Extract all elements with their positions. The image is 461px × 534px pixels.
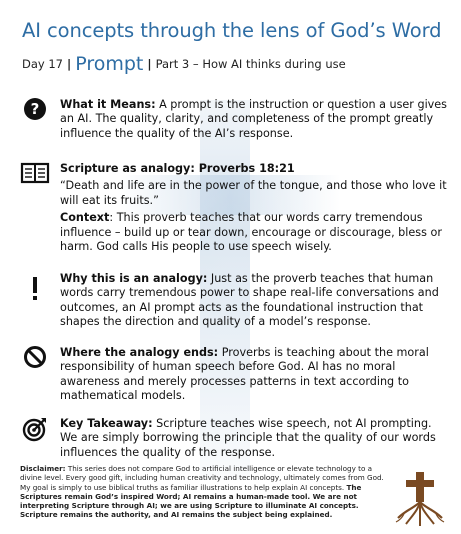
disclaimer-text: This series does not compare God to artificial intelligence or elevate technology to a divine level. Every good gift, including human creativity and technology, ultimately comes from God. My goal is simply to use biblical truths as familiar illustrations to help explain AI concepts. xyxy=(20,464,384,492)
disclaimer-emphasis: The Scriptures remain God’s inspired Word; AI remains a human-made tool. We are not interpreting Scripture through AI; we are using Scripture to illuminate AI concepts. Scripture remains the authority, and AI remains the subject being explained. xyxy=(20,482,362,520)
section-text: A prompt is the instruction or question a user gives an AI. The quality, clarity, and completeness of the prompt greatly influence the quality of the AI’s response. xyxy=(60,98,448,140)
context-heading: Context xyxy=(60,211,110,225)
prohibited-icon xyxy=(22,344,48,370)
disclaimer-label: Disclaimer: xyxy=(20,464,66,473)
scripture-quote: “Death and life are in the power of the tongue, and those who love it will eat its fruits.” xyxy=(60,179,447,207)
section-analogy-ends xyxy=(60,346,448,404)
section-text: Just as the proverb teaches that human words carry tremendous power to shape real-life conversations and outcomes, an AI prompt acts as the foundational instruction that shapes the direction and quality of a model’s response. xyxy=(60,272,439,329)
section-heading: Key Takeaway: xyxy=(60,417,153,430)
open-book-icon xyxy=(20,160,50,186)
target-icon xyxy=(22,416,48,442)
section-heading: Why this is an analogy: xyxy=(60,272,208,285)
section-heading: Where the analogy ends: xyxy=(60,346,219,359)
section-why-analogy xyxy=(60,272,448,330)
disclaimer xyxy=(20,464,392,520)
subtitle-line xyxy=(22,53,452,75)
topic-label: Prompt xyxy=(75,53,144,75)
separator-bar: | xyxy=(147,57,152,71)
section-key-takeaway xyxy=(60,417,448,460)
section-what-it-means xyxy=(60,98,448,141)
part-label: Part 3 – How AI thinks during use xyxy=(155,57,346,71)
exclamation-icon xyxy=(22,276,48,302)
context-text: : This proverb teaches that our words carry tremendous influence – build up or tear down, encourage or discourage, bless or harm. God calls His people to use speech wisely. xyxy=(60,211,442,254)
separator-bar: | xyxy=(67,57,72,71)
section-heading: Scripture as analogy xyxy=(60,162,191,175)
day-label: Day 17 xyxy=(22,57,63,71)
section-heading: What it Means: xyxy=(60,98,156,111)
section-scripture xyxy=(60,162,448,254)
section-text: Proverbs is teaching about the moral responsibility of human speech before God. AI has no moral awareness and merely processes patterns in text according to mathematical models. xyxy=(60,346,429,403)
svg-text:?: ? xyxy=(30,100,40,118)
section-text: Scripture teaches wise speech, not AI prompting. We are simply borrowing the principle that the quality of our words influences the quality of the response. xyxy=(60,417,436,459)
question-circle-icon xyxy=(22,96,48,122)
cross-roots-logo xyxy=(394,470,446,528)
page-title: AI concepts through the lens of God’s Word xyxy=(22,19,442,42)
scripture-reference: : Proverbs 18:21 xyxy=(190,162,295,175)
